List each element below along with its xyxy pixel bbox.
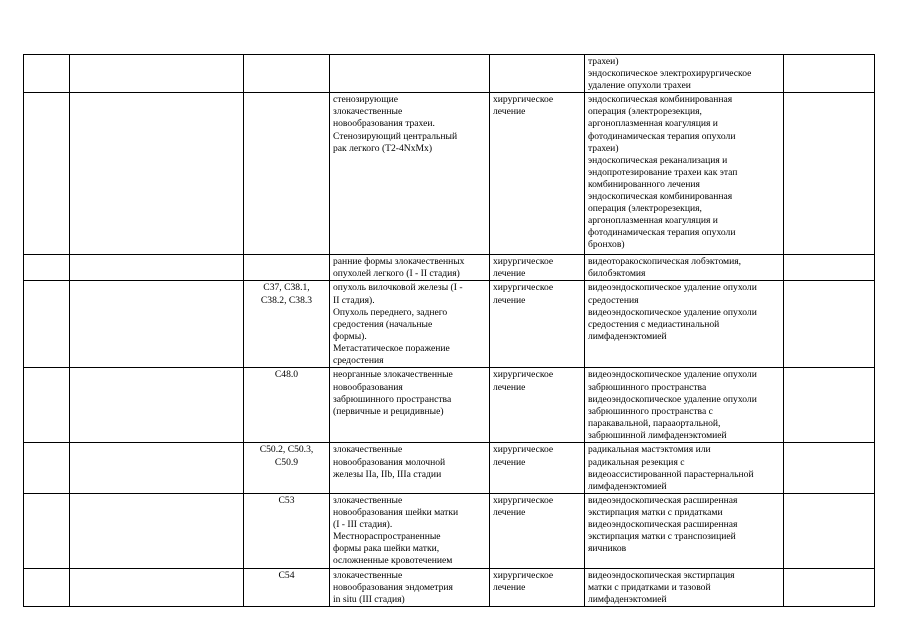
profile-cell: [70, 568, 244, 606]
method-line: аргоноплазменная коагуляция и: [588, 215, 718, 227]
method-line: яичников: [588, 543, 627, 555]
diagnosis-line: новообразования трахеи.: [333, 118, 435, 130]
diagnosis-line: рак легкого (T2-4NxMx): [333, 142, 433, 154]
number-cell: [24, 93, 70, 255]
diagnosis-cell: [330, 568, 490, 606]
method-line: видеоассистированной парастернальной: [588, 468, 754, 480]
diagnosis-line: опухолей легкого (I - II стадия): [333, 268, 460, 280]
profile-cell: [70, 368, 244, 443]
diagnosis-cell: [330, 281, 490, 368]
method-line: эндоскопическая комбинированная: [588, 94, 733, 106]
method-line: фотодинамическая терапия опухоли: [588, 227, 736, 239]
method-line: забрюшинного пространства с: [588, 405, 713, 417]
method-line: средостения: [588, 294, 639, 306]
table-row: [24, 443, 875, 493]
diagnosis-line: Стенозирующий центральный: [333, 130, 458, 142]
diagnosis-line: (первичные и рецидивные): [333, 405, 444, 417]
method-cell: [585, 493, 784, 568]
diagnosis-line: железы IIa, IIb, IIIa стадии: [333, 468, 442, 480]
table-row: [24, 568, 875, 606]
treatment-type-line: лечение: [493, 268, 526, 280]
treatment-type-cell: [490, 493, 585, 568]
diagnosis-line: Метастатическое поражение: [333, 342, 450, 354]
diagnosis-line: II стадия).: [333, 294, 375, 306]
method-line: забрюшинного пространства: [588, 381, 707, 393]
method-line: аргоноплазменная коагуляция и: [588, 118, 718, 130]
norm-cell: [784, 568, 875, 606]
method-line: видеоэндоскопическая расширенная: [588, 519, 738, 531]
code-line: C37, C38.1,: [263, 282, 310, 294]
code-line: C54: [278, 569, 295, 581]
treatment-type-cell: [490, 281, 585, 368]
method-line: средостения с медиастинальной: [588, 318, 720, 330]
treatment-type-cell: [490, 443, 585, 493]
method-line: эндопротезирование трахеи как этап: [588, 166, 738, 178]
diagnosis-line: формы).: [333, 330, 367, 342]
diagnosis-line: злокачественные: [333, 444, 403, 456]
method-cell: [585, 93, 784, 255]
code-cell: [244, 255, 330, 281]
method-line: радикальная мастэктомия или: [588, 444, 711, 456]
method-line: билобэктомия: [588, 268, 646, 280]
diagnosis-line: in situ (III стадия): [333, 594, 405, 606]
code-cell: [244, 281, 330, 368]
diagnosis-cell: [330, 368, 490, 443]
norm-cell: [784, 255, 875, 281]
treatment-type-line: хирургическое: [493, 494, 554, 506]
method-line: бронхов): [588, 239, 625, 251]
treatment-type-line: лечение: [493, 506, 526, 518]
diagnosis-line: опухоль вилочковой железы (I -: [333, 282, 463, 294]
profile-cell: [70, 255, 244, 281]
number-cell: [24, 281, 70, 368]
method-line: радикальная резекция с: [588, 456, 685, 468]
method-cell: [585, 368, 784, 443]
treatment-type-line: хирургическое: [493, 256, 554, 268]
method-line: видеоэндоскопическая экстирпация: [588, 569, 735, 581]
treatment-type-line: хирургическое: [493, 94, 554, 106]
method-line: эндоскопическая комбинированная: [588, 191, 733, 203]
table-row: [24, 281, 875, 368]
profile-cell: [70, 55, 244, 93]
treatment-type-line: хирургическое: [493, 282, 554, 294]
number-cell: [24, 443, 70, 493]
code-cell: [244, 443, 330, 493]
method-cell: [585, 281, 784, 368]
profile-cell: [70, 443, 244, 493]
norm-cell: [784, 93, 875, 255]
treatment-type-cell: [490, 568, 585, 606]
code-line: C53: [278, 494, 295, 506]
method-cell: [585, 443, 784, 493]
treatment-type-line: хирургическое: [493, 444, 554, 456]
table-row: [24, 93, 875, 255]
method-cell: [585, 55, 784, 93]
diagnosis-line: забрюшинного пространства: [333, 393, 452, 405]
norm-cell: [784, 443, 875, 493]
table-row: [24, 55, 875, 93]
diagnosis-line: новообразования: [333, 381, 403, 393]
profile-cell: [70, 493, 244, 568]
code-cell: [244, 568, 330, 606]
treatment-type-line: лечение: [493, 294, 526, 306]
code-cell: [244, 93, 330, 255]
method-line: видеоторакоскопическая лобэктомия,: [588, 256, 742, 268]
diagnosis-line: ранние формы злокачественных: [333, 256, 465, 268]
diagnosis-cell: [330, 493, 490, 568]
treatment-type-line: хирургическое: [493, 569, 554, 581]
diagnosis-line: (I - III стадия).: [333, 519, 393, 531]
method-cell: [585, 255, 784, 281]
profile-cell: [70, 93, 244, 255]
method-line: забрюшинной лимфаденэктомией: [588, 429, 727, 441]
number-cell: [24, 255, 70, 281]
treatment-type-line: лечение: [493, 456, 526, 468]
method-line: паракавальной, парааортальной,: [588, 417, 721, 429]
diagnosis-line: неорганные злокачественные: [333, 369, 453, 381]
method-line: эндоскопическая реканализация и: [588, 154, 728, 166]
diagnosis-line: злокачественные: [333, 569, 403, 581]
method-line: лимфаденэктомией: [588, 594, 667, 606]
method-cell: [585, 568, 784, 606]
diagnosis-line: осложненные кровотечением: [333, 555, 453, 567]
diagnosis-line: новообразования молочной: [333, 456, 446, 468]
code-line: C48.0: [274, 369, 299, 381]
method-line: комбинированного лечения: [588, 178, 700, 190]
norm-cell: [784, 55, 875, 93]
method-line: экстирпация матки с транспозицией: [588, 531, 736, 543]
table-row: [24, 493, 875, 568]
norm-cell: [784, 368, 875, 443]
number-cell: [24, 493, 70, 568]
diagnosis-line: Опухоль переднего, заднего: [333, 306, 448, 318]
method-line: лимфаденэктомией: [588, 480, 667, 492]
medical-care-table: [23, 54, 875, 607]
table-row: [24, 368, 875, 443]
method-line: матки с придатками и тазовой: [588, 581, 711, 593]
profile-cell: [70, 281, 244, 368]
table-row: [24, 255, 875, 281]
method-line: фотодинамическая терапия опухоли: [588, 130, 736, 142]
treatment-type-line: хирургическое: [493, 369, 554, 381]
method-line: трахеи): [588, 142, 619, 154]
method-line: лимфаденэктомией: [588, 330, 667, 342]
method-line: видеоэндоскопическая расширенная: [588, 494, 738, 506]
number-cell: [24, 55, 70, 93]
method-line: видеоэндоскопическое удаление опухоли: [588, 369, 757, 381]
diagnosis-line: новообразования шейки матки: [333, 506, 459, 518]
diagnosis-line: формы рака шейки матки,: [333, 543, 440, 555]
treatment-type-line: лечение: [493, 381, 526, 393]
diagnosis-cell: [330, 55, 490, 93]
norm-cell: [784, 493, 875, 568]
code-line: C38.2, C38.3: [260, 294, 313, 306]
method-line: видеоэндоскопическое удаление опухоли: [588, 306, 757, 318]
treatment-type-cell: [490, 368, 585, 443]
diagnosis-line: злокачественные: [333, 106, 403, 118]
method-line: экстирпация матки с придатками: [588, 506, 723, 518]
method-line: видеоэндоскопическое удаление опухоли: [588, 393, 757, 405]
code-cell: [244, 493, 330, 568]
method-line: операция (электрорезекция,: [588, 106, 702, 118]
method-line: операция (электрорезекция,: [588, 203, 702, 215]
treatment-type-cell: [490, 55, 585, 93]
diagnosis-cell: [330, 443, 490, 493]
code-cell: [244, 368, 330, 443]
treatment-type-cell: [490, 93, 585, 255]
norm-cell: [784, 281, 875, 368]
diagnosis-line: злокачественные: [333, 494, 403, 506]
method-line: эндоскопическое электрохирургическое: [588, 68, 752, 80]
method-line: удаление опухоли трахеи: [588, 80, 691, 92]
diagnosis-line: новообразования эндометрия: [333, 581, 453, 593]
code-line: C50.9: [274, 456, 299, 468]
diagnosis-line: средостения: [333, 355, 384, 367]
diagnosis-line: Местнораспространенные: [333, 531, 441, 543]
diagnosis-line: стенозирующие: [333, 94, 398, 106]
table-body: [24, 55, 875, 607]
treatment-type-cell: [490, 255, 585, 281]
number-cell: [24, 368, 70, 443]
method-line: трахеи): [588, 56, 619, 67]
diagnosis-cell: [330, 255, 490, 281]
diagnosis-cell: [330, 93, 490, 255]
code-cell: [244, 55, 330, 93]
diagnosis-line: средостения (начальные: [333, 318, 433, 330]
treatment-type-line: лечение: [493, 106, 526, 118]
treatment-type-line: лечение: [493, 581, 526, 593]
code-line: C50.2, C50.3,: [259, 444, 314, 456]
number-cell: [24, 568, 70, 606]
method-line: видеоэндоскопическое удаление опухоли: [588, 282, 757, 294]
